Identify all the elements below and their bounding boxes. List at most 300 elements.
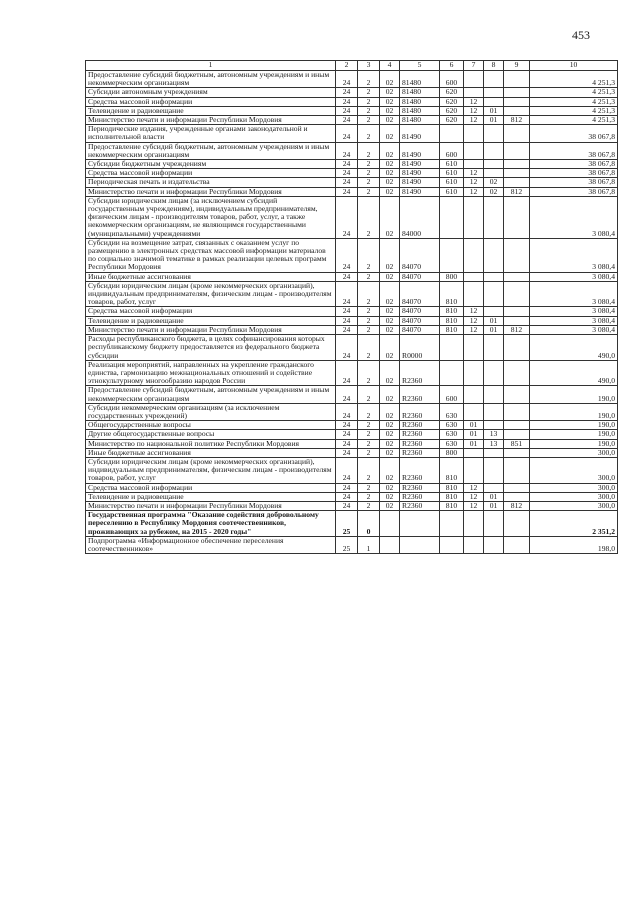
code-cell: 24 — [336, 97, 358, 106]
code-cell — [484, 97, 504, 106]
code-cell: 610 — [440, 169, 464, 178]
code-cell: 24 — [336, 169, 358, 178]
amount-cell: 300,0 — [530, 483, 618, 492]
code-cell: 24 — [336, 492, 358, 501]
code-cell — [504, 125, 530, 142]
code-cell: 24 — [336, 457, 358, 483]
code-cell — [484, 360, 504, 386]
code-cell: 2 — [358, 430, 380, 439]
code-cell: 02 — [380, 325, 400, 334]
amount-cell: 4 251,3 — [530, 97, 618, 106]
code-cell: 01 — [484, 325, 504, 334]
code-cell: 24 — [336, 448, 358, 457]
code-cell: 81480 — [400, 88, 440, 97]
code-cell: 810 — [440, 281, 464, 307]
code-cell — [504, 511, 530, 537]
code-cell — [504, 178, 530, 187]
code-cell — [440, 511, 464, 537]
row-name-cell: Предоставление субсидий бюджетным, автономным учреждениям и иным некоммерческим организациям — [86, 71, 336, 88]
code-cell: 630 — [440, 421, 464, 430]
row-name-cell: Государственная программа "Оказание содействия добровольному переселению в Республику Мордовия соотечественников, проживающих за рубежом, на 2015 - 2020 годы" — [86, 511, 336, 537]
code-cell: 02 — [380, 403, 400, 420]
code-cell: 2 — [358, 492, 380, 501]
code-cell: R2360 — [400, 360, 440, 386]
code-cell: 24 — [336, 325, 358, 334]
code-cell — [484, 238, 504, 272]
row-name-cell: Министерство печати и информации Республики Мордовия — [86, 501, 336, 510]
code-cell: 24 — [336, 335, 358, 361]
column-header: 6 — [440, 61, 464, 71]
code-cell — [400, 511, 440, 537]
amount-cell: 190,0 — [530, 430, 618, 439]
row-name-cell: Субсидии на возмещение затрат, связанных с оказанием услуг по размещению в электронных средствах массовой информации материалов по социально значимой тематике в рамках реализации целевых программ Республики Мордовия — [86, 238, 336, 272]
code-cell: 12 — [464, 106, 484, 115]
code-cell: 620 — [440, 97, 464, 106]
code-cell: 81480 — [400, 71, 440, 88]
code-cell: 2 — [358, 88, 380, 97]
table-row — [86, 403, 618, 420]
code-cell — [464, 457, 484, 483]
code-cell: 02 — [380, 71, 400, 88]
amount-cell: 190,0 — [530, 439, 618, 448]
code-cell: 12 — [464, 501, 484, 510]
column-header: 4 — [380, 61, 400, 71]
code-cell: 02 — [380, 272, 400, 281]
code-cell — [440, 125, 464, 142]
code-cell: 81490 — [400, 125, 440, 142]
amount-cell: 3 080,4 — [530, 325, 618, 334]
code-cell: 02 — [380, 169, 400, 178]
code-cell — [484, 335, 504, 361]
table-row — [86, 335, 618, 361]
code-cell — [464, 536, 484, 553]
code-cell: 810 — [440, 316, 464, 325]
code-cell — [504, 307, 530, 316]
code-cell: 2 — [358, 238, 380, 272]
table-row — [86, 430, 618, 439]
code-cell — [504, 97, 530, 106]
code-cell: 02 — [380, 430, 400, 439]
code-cell: 84070 — [400, 238, 440, 272]
code-cell: 2 — [358, 281, 380, 307]
row-name-cell: Периодические издания, учрежденные органами законодательной и исполнительной власти — [86, 125, 336, 142]
code-cell: 12 — [464, 325, 484, 334]
code-cell: 25 — [336, 511, 358, 537]
code-cell: 2 — [358, 501, 380, 510]
row-name-cell: Средства массовой информации — [86, 307, 336, 316]
code-cell: 600 — [440, 71, 464, 88]
code-cell: 02 — [484, 178, 504, 187]
code-cell — [464, 142, 484, 159]
code-cell — [484, 88, 504, 97]
code-cell: R2360 — [400, 439, 440, 448]
code-cell: 12 — [464, 178, 484, 187]
code-cell: 12 — [464, 307, 484, 316]
code-cell: 81490 — [400, 160, 440, 169]
row-name-cell: Субсидии юридическим лицам (кроме некоммерческих организаций), индивидуальным предпринимателям, физическим лицам - производителям товаров, работ, услуг — [86, 457, 336, 483]
code-cell — [504, 403, 530, 420]
code-cell — [464, 335, 484, 361]
code-cell: 01 — [484, 501, 504, 510]
code-cell: 12 — [464, 116, 484, 125]
row-name-cell: Средства массовой информации — [86, 97, 336, 106]
row-name-cell: Субсидии некоммерческим организациям (за исключением государственных учреждений) — [86, 403, 336, 420]
code-cell: 24 — [336, 116, 358, 125]
code-cell: 02 — [380, 97, 400, 106]
code-cell: R2360 — [400, 501, 440, 510]
amount-cell: 38 067,8 — [530, 187, 618, 196]
code-cell — [484, 160, 504, 169]
code-cell: 02 — [380, 360, 400, 386]
code-cell — [484, 272, 504, 281]
table-row — [86, 196, 618, 238]
code-cell: 02 — [380, 448, 400, 457]
code-cell: 24 — [336, 430, 358, 439]
row-name-cell: Субсидии автономным учреждениям — [86, 88, 336, 97]
code-cell: 620 — [440, 88, 464, 97]
code-cell — [464, 281, 484, 307]
code-cell — [504, 421, 530, 430]
code-cell: 810 — [440, 457, 464, 483]
row-name-cell: Предоставление субсидий бюджетным, автономным учреждениям и иным некоммерческим организациям — [86, 142, 336, 159]
column-header: 3 — [358, 61, 380, 71]
code-cell — [504, 316, 530, 325]
code-cell: 610 — [440, 178, 464, 187]
code-cell — [484, 71, 504, 88]
code-cell: 800 — [440, 272, 464, 281]
code-cell: 02 — [380, 457, 400, 483]
code-cell: 2 — [358, 125, 380, 142]
code-cell — [464, 88, 484, 97]
table-row — [86, 511, 618, 537]
row-name-cell: Телевидение и радиовещание — [86, 106, 336, 115]
code-cell — [464, 386, 484, 403]
code-cell — [464, 238, 484, 272]
code-cell: 84000 — [400, 196, 440, 238]
code-cell — [484, 457, 504, 483]
amount-cell: 3 080,4 — [530, 281, 618, 307]
code-cell: 02 — [380, 238, 400, 272]
row-name-cell: Телевидение и радиовещание — [86, 492, 336, 501]
code-cell — [504, 238, 530, 272]
amount-cell: 490,0 — [530, 335, 618, 361]
table-row — [86, 316, 618, 325]
code-cell: 2 — [358, 448, 380, 457]
amount-cell: 38 067,8 — [530, 125, 618, 142]
table-row — [86, 187, 618, 196]
code-cell: 12 — [464, 316, 484, 325]
code-cell: 2 — [358, 360, 380, 386]
code-cell: R2360 — [400, 492, 440, 501]
code-cell: 84070 — [400, 316, 440, 325]
amount-cell: 4 251,3 — [530, 88, 618, 97]
row-name-cell: Субсидии бюджетным учреждениям — [86, 160, 336, 169]
amount-cell: 3 080,4 — [530, 196, 618, 238]
row-name-cell: Министерство печати и информации Республики Мордовия — [86, 187, 336, 196]
code-cell — [504, 88, 530, 97]
code-cell: 02 — [380, 335, 400, 361]
code-cell — [484, 403, 504, 420]
row-name-cell: Средства массовой информации — [86, 483, 336, 492]
amount-cell: 4 251,3 — [530, 71, 618, 88]
column-header: 10 — [530, 61, 618, 71]
table-row — [86, 272, 618, 281]
code-cell: 24 — [336, 386, 358, 403]
amount-cell: 300,0 — [530, 492, 618, 501]
table-row — [86, 97, 618, 106]
code-cell: 01 — [464, 430, 484, 439]
row-name-cell: Предоставление субсидий бюджетным, автономным учреждениям и иным некоммерческим организациям — [86, 386, 336, 403]
code-cell: 12 — [464, 492, 484, 501]
code-cell: 02 — [380, 421, 400, 430]
code-cell: 24 — [336, 316, 358, 325]
column-header: 5 — [400, 61, 440, 71]
column-header: 9 — [504, 61, 530, 71]
row-name-cell: Министерство печати и информации Республики Мордовия — [86, 325, 336, 334]
amount-cell: 38 067,8 — [530, 160, 618, 169]
amount-cell: 3 080,4 — [530, 316, 618, 325]
table-row — [86, 88, 618, 97]
table-row — [86, 457, 618, 483]
code-cell: 81480 — [400, 106, 440, 115]
code-cell — [464, 403, 484, 420]
code-cell: 24 — [336, 238, 358, 272]
table-row — [86, 238, 618, 272]
code-cell: 2 — [358, 335, 380, 361]
code-cell: 630 — [440, 430, 464, 439]
code-cell: 01 — [484, 116, 504, 125]
code-cell: 81490 — [400, 178, 440, 187]
code-cell — [504, 169, 530, 178]
code-cell: 810 — [440, 325, 464, 334]
code-cell: 2 — [358, 316, 380, 325]
code-cell: 2 — [358, 272, 380, 281]
code-cell: 2 — [358, 439, 380, 448]
code-cell: 2 — [358, 160, 380, 169]
code-cell: 800 — [440, 448, 464, 457]
code-cell: 810 — [440, 501, 464, 510]
code-cell — [380, 536, 400, 553]
table-row — [86, 386, 618, 403]
table-row — [86, 360, 618, 386]
code-cell: 2 — [358, 325, 380, 334]
code-cell: 01 — [484, 106, 504, 115]
code-cell: 2 — [358, 169, 380, 178]
row-name-cell: Субсидии юридическим лицам (кроме некоммерческих организаций), индивидуальным предпринимателям, физическим лицам - производителям товаров, работ, услуг — [86, 281, 336, 307]
code-cell: 2 — [358, 457, 380, 483]
code-cell: 24 — [336, 360, 358, 386]
code-cell: 2 — [358, 187, 380, 196]
code-cell — [484, 536, 504, 553]
code-cell: 02 — [380, 116, 400, 125]
amount-cell: 2 351,2 — [530, 511, 618, 537]
code-cell — [484, 511, 504, 537]
code-cell: 2 — [358, 178, 380, 187]
amount-cell: 4 251,3 — [530, 116, 618, 125]
code-cell — [484, 196, 504, 238]
code-cell: 630 — [440, 403, 464, 420]
code-cell — [464, 511, 484, 537]
code-cell: 0 — [358, 511, 380, 537]
code-cell: 2 — [358, 483, 380, 492]
code-cell: 1 — [358, 536, 380, 553]
table-row — [86, 125, 618, 142]
code-cell: 01 — [464, 439, 484, 448]
row-name-cell: Министерство по национальной политике Республики Мордовия — [86, 439, 336, 448]
code-cell: 84070 — [400, 272, 440, 281]
amount-cell: 190,0 — [530, 421, 618, 430]
code-cell: 24 — [336, 403, 358, 420]
code-cell: 812 — [504, 325, 530, 334]
table-row — [86, 536, 618, 553]
amount-cell: 38 067,8 — [530, 142, 618, 159]
amount-cell: 198,0 — [530, 536, 618, 553]
code-cell: 02 — [380, 125, 400, 142]
code-cell: 02 — [380, 307, 400, 316]
code-cell — [504, 360, 530, 386]
code-cell: 24 — [336, 125, 358, 142]
code-cell: 81490 — [400, 142, 440, 159]
column-header: 1 — [86, 61, 336, 71]
table-body — [86, 71, 618, 554]
code-cell — [484, 281, 504, 307]
code-cell: 2 — [358, 97, 380, 106]
row-name-cell: Министерство печати и информации Республики Мордовия — [86, 116, 336, 125]
code-cell: 02 — [380, 492, 400, 501]
code-cell — [504, 457, 530, 483]
amount-cell: 300,0 — [530, 448, 618, 457]
amount-cell: 3 080,4 — [530, 307, 618, 316]
code-cell: 24 — [336, 187, 358, 196]
code-cell — [440, 196, 464, 238]
code-cell — [484, 386, 504, 403]
code-cell: 81490 — [400, 187, 440, 196]
amount-cell: 300,0 — [530, 501, 618, 510]
code-cell: 2 — [358, 116, 380, 125]
code-cell: 84070 — [400, 325, 440, 334]
code-cell — [464, 71, 484, 88]
row-name-cell: Другие общегосударственные вопросы — [86, 430, 336, 439]
code-cell: 02 — [380, 281, 400, 307]
column-header: 7 — [464, 61, 484, 71]
code-cell: 02 — [380, 187, 400, 196]
code-cell: 02 — [380, 439, 400, 448]
code-cell — [484, 448, 504, 457]
code-cell: 810 — [440, 307, 464, 316]
code-cell: 12 — [464, 97, 484, 106]
table-row — [86, 71, 618, 88]
code-cell — [504, 272, 530, 281]
code-cell: 2 — [358, 386, 380, 403]
code-cell: 24 — [336, 483, 358, 492]
code-cell: 610 — [440, 187, 464, 196]
code-cell: 620 — [440, 106, 464, 115]
code-cell — [504, 196, 530, 238]
code-cell: 2 — [358, 71, 380, 88]
code-cell — [484, 307, 504, 316]
code-cell — [484, 142, 504, 159]
code-cell — [440, 536, 464, 553]
code-cell: 2 — [358, 142, 380, 159]
code-cell — [484, 125, 504, 142]
code-cell — [504, 386, 530, 403]
code-cell: 24 — [336, 272, 358, 281]
row-name-cell: Периодическая печать и издательства — [86, 178, 336, 187]
code-cell: 24 — [336, 196, 358, 238]
amount-cell: 38 067,8 — [530, 169, 618, 178]
code-cell: 02 — [380, 178, 400, 187]
code-cell: 2 — [358, 196, 380, 238]
code-cell: R2360 — [400, 448, 440, 457]
code-cell: 24 — [336, 421, 358, 430]
code-cell: 02 — [380, 316, 400, 325]
code-cell: R2360 — [400, 421, 440, 430]
code-cell: R2360 — [400, 386, 440, 403]
code-cell: 24 — [336, 160, 358, 169]
code-cell: 2 — [358, 403, 380, 420]
code-cell: 02 — [380, 106, 400, 115]
code-cell: 24 — [336, 439, 358, 448]
code-cell — [400, 536, 440, 553]
code-cell: 24 — [336, 106, 358, 115]
amount-cell: 190,0 — [530, 386, 618, 403]
code-cell — [504, 142, 530, 159]
code-cell: 810 — [440, 483, 464, 492]
code-cell: 24 — [336, 142, 358, 159]
code-cell: 812 — [504, 116, 530, 125]
code-cell: 02 — [380, 196, 400, 238]
table-header-row — [86, 61, 618, 71]
amount-cell: 3 080,4 — [530, 272, 618, 281]
code-cell: 600 — [440, 386, 464, 403]
code-cell — [504, 160, 530, 169]
code-cell — [464, 125, 484, 142]
row-name-cell: Расходы республиканского бюджета, в целях софинансирования которых республиканскому бюджету предоставляется из федерального бюджета субсидии — [86, 335, 336, 361]
code-cell — [504, 335, 530, 361]
code-cell: 600 — [440, 142, 464, 159]
table-row — [86, 307, 618, 316]
code-cell: 02 — [380, 386, 400, 403]
code-cell: 24 — [336, 178, 358, 187]
code-cell: 2 — [358, 421, 380, 430]
table-row — [86, 483, 618, 492]
code-cell — [440, 360, 464, 386]
code-cell: R0000 — [400, 335, 440, 361]
code-cell: R2360 — [400, 403, 440, 420]
code-cell: 12 — [464, 187, 484, 196]
code-cell — [484, 483, 504, 492]
row-name-cell: Телевидение и радиовещание — [86, 316, 336, 325]
code-cell: R2360 — [400, 457, 440, 483]
code-cell: 630 — [440, 439, 464, 448]
code-cell: 24 — [336, 71, 358, 88]
amount-cell: 490,0 — [530, 360, 618, 386]
code-cell: 01 — [484, 492, 504, 501]
code-cell: 84070 — [400, 307, 440, 316]
code-cell: 2 — [358, 307, 380, 316]
code-cell: 24 — [336, 281, 358, 307]
code-cell: 02 — [380, 501, 400, 510]
code-cell: 81480 — [400, 97, 440, 106]
code-cell: 25 — [336, 536, 358, 553]
code-cell — [464, 448, 484, 457]
code-cell: 851 — [504, 439, 530, 448]
code-cell: R2360 — [400, 430, 440, 439]
row-name-cell: Иные бюджетные ассигнования — [86, 272, 336, 281]
page-number: 453 — [572, 28, 590, 42]
code-cell: 81480 — [400, 116, 440, 125]
code-cell — [504, 483, 530, 492]
